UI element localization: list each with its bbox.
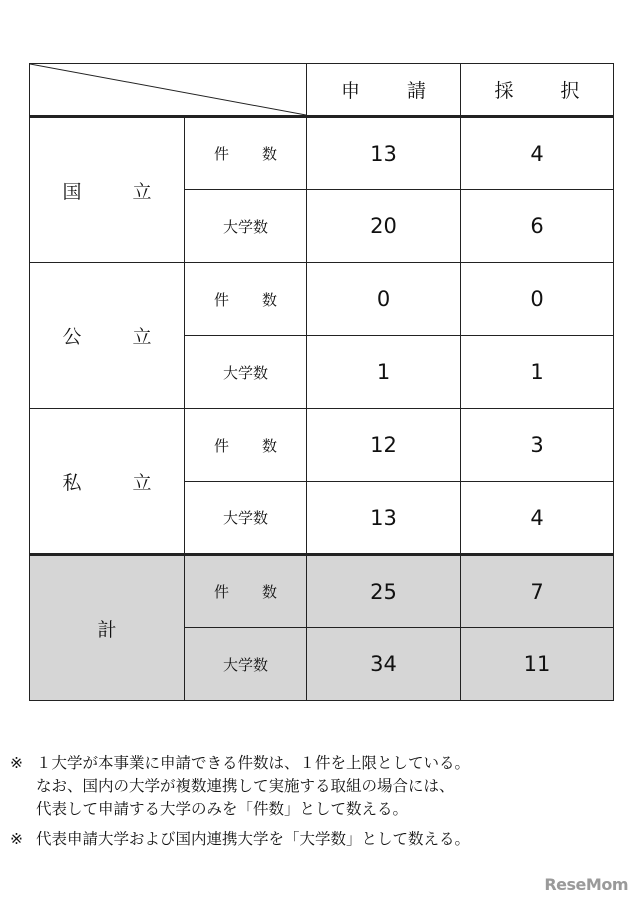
note-line: １大学が本事業に申請できる件数は、１件を上限としている。 <box>36 754 471 772</box>
cell-apply: 20 <box>307 190 461 263</box>
cell-apply: 13 <box>307 117 461 190</box>
cell-apply: 34 <box>307 628 461 701</box>
cell-apply: 0 <box>307 263 461 336</box>
row-label-universities: 大学数 <box>185 190 307 263</box>
table-row <box>30 409 614 482</box>
table-row <box>30 117 614 190</box>
note-line: 代表申請大学および国内連携大学を「大学数」として数える。 <box>36 830 471 848</box>
row-label-universities: 大学数 <box>185 482 307 555</box>
cell-adopt: 1 <box>461 336 614 409</box>
cell-adopt: 0 <box>461 263 614 336</box>
footnote <box>10 828 635 851</box>
row-label-count: 件 数 <box>185 555 307 628</box>
row-label-count: 件 数 <box>185 263 307 336</box>
cell-apply: 1 <box>307 336 461 409</box>
diagonal-line <box>30 64 306 115</box>
group-label-public: 公 立 <box>30 263 185 409</box>
cell-apply: 25 <box>307 555 461 628</box>
row-label-universities: 大学数 <box>185 336 307 409</box>
cell-adopt: 7 <box>461 555 614 628</box>
group-label-total: 計 <box>30 555 185 701</box>
cell-adopt: 4 <box>461 117 614 190</box>
note-line: なお、国内の大学が複数連携して実施する取組の場合には、 <box>36 777 455 795</box>
footnote <box>10 752 635 821</box>
cell-adopt: 4 <box>461 482 614 555</box>
row-label-universities: 大学数 <box>185 628 307 701</box>
note-mark: ※ <box>10 830 23 848</box>
group-label-national: 国 立 <box>30 117 185 263</box>
note-mark: ※ <box>10 754 23 772</box>
cell-apply: 12 <box>307 409 461 482</box>
header-corner-cell <box>30 64 307 117</box>
table-row <box>30 263 614 336</box>
note-line: 代表して申請する大学のみを「件数」として数える。 <box>36 800 409 818</box>
application-results-table <box>29 63 614 701</box>
footnotes <box>10 752 635 858</box>
cell-adopt: 11 <box>461 628 614 701</box>
row-label-count: 件 数 <box>185 409 307 482</box>
group-label-private: 私 立 <box>30 409 185 555</box>
row-label-count: 件 数 <box>185 117 307 190</box>
cell-adopt: 6 <box>461 190 614 263</box>
column-header-adopt: 採 択 <box>461 64 614 117</box>
resemom-logo: ReseMom <box>544 875 628 894</box>
cell-apply: 13 <box>307 482 461 555</box>
table-row <box>30 555 614 628</box>
cell-adopt: 3 <box>461 409 614 482</box>
column-header-apply: 申 請 <box>307 64 461 117</box>
